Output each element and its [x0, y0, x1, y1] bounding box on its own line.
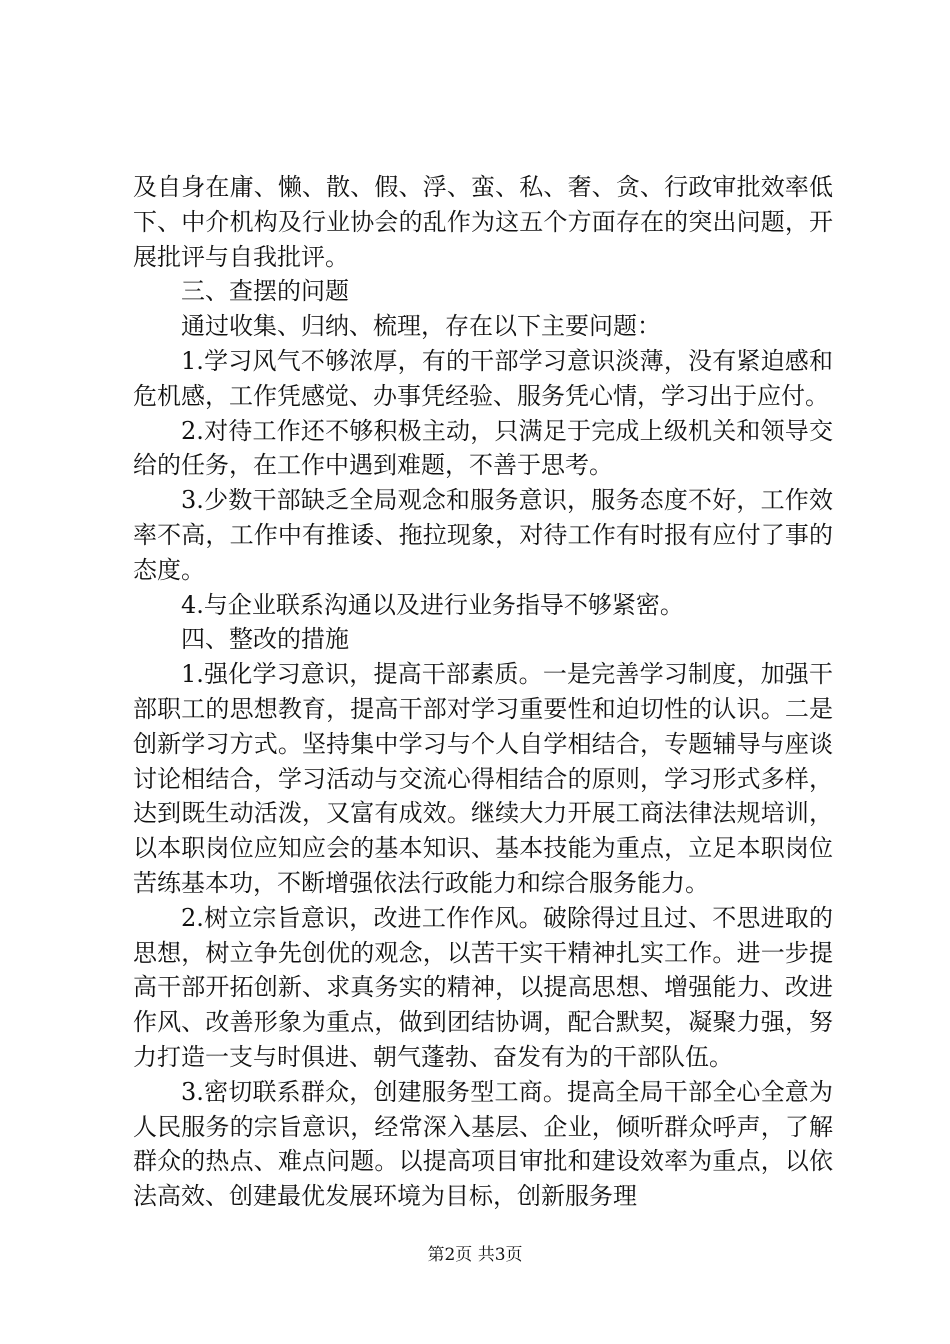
problem-item-2: 2.对待工作还不够积极主动，只满足于完成上级机关和领导交给的任务，在工作中遇到难题，不善于思考。: [133, 416, 833, 480]
measure-item-2: 2.树立宗旨意识，改进工作作风。破除得过且过、不思进取的思想，树立争先创优的观念，以苦干实干精神扎实工作。进一步提高干部开拓创新、求真务实的精神，以提高思想、增强能力、改进作风、改善形象为重点，做到团结协调，配合默契，凝聚力强，努力打造一支与时俱进、朝气蓬勃、奋发有为的干部队伍。: [133, 903, 833, 1071]
problem-item-4: 4.与企业联系沟通以及进行业务指导不够紧密。: [181, 590, 684, 619]
section-heading-measures: 四、整改的措施: [181, 625, 349, 654]
page-number-footer: 第2页 共3页: [427, 1245, 523, 1265]
measure-item-3: 3.密切联系群众，创建服务型工商。提高全局干部全心全意为人民服务的宗旨意识，经常深入基层、企业，倾听群众呼声，了解群众的热点、难点问题。以提高项目审批和建设效率为重点，以依法高效、创建最优发展环境为目标，创新服务理: [133, 1077, 833, 1211]
paragraph-intro-problems: 通过收集、归纳、梳理，存在以下主要问题：: [181, 312, 661, 341]
problem-item-3: 3.少数干部缺乏全局观念和服务意识，服务态度不好，工作效率不高，工作中有推诿、拖拉现象，对待工作有时报有应付了事的态度。: [133, 486, 833, 584]
document-body: [133, 170, 833, 1214]
paragraph-continuation: 及自身在庸、懒、散、假、浮、蛮、私、奢、贪、行政审批效率低下、中介机构及行业协会的乱作为这五个方面存在的突出问题，开展批评与自我批评。: [133, 173, 833, 271]
measure-item-1: 1.强化学习意识，提高干部素质。一是完善学习制度，加强干部职工的思想教育，提高干部对学习重要性和迫切性的认识。二是创新学习方式。坚持集中学习与个人自学相结合，专题辅导与座谈讨论相结合，学习活动与交流心得相结合的原则，学习形式多样，达到既生动活泼，又富有成效。继续大力开展工商法律法规培训，以本职岗位应知应会的基本知识、基本技能为重点，立足本职岗位苦练基本功，不断增强依法行政能力和综合服务能力。: [133, 660, 833, 897]
section-heading-problems: 三、查摆的问题: [181, 277, 349, 306]
problem-item-1: 1.学习风气不够浓厚，有的干部学习意识淡薄，没有紧迫感和危机感，工作凭感觉、办事凭经验、服务凭心情，学习出于应付。: [133, 346, 833, 410]
